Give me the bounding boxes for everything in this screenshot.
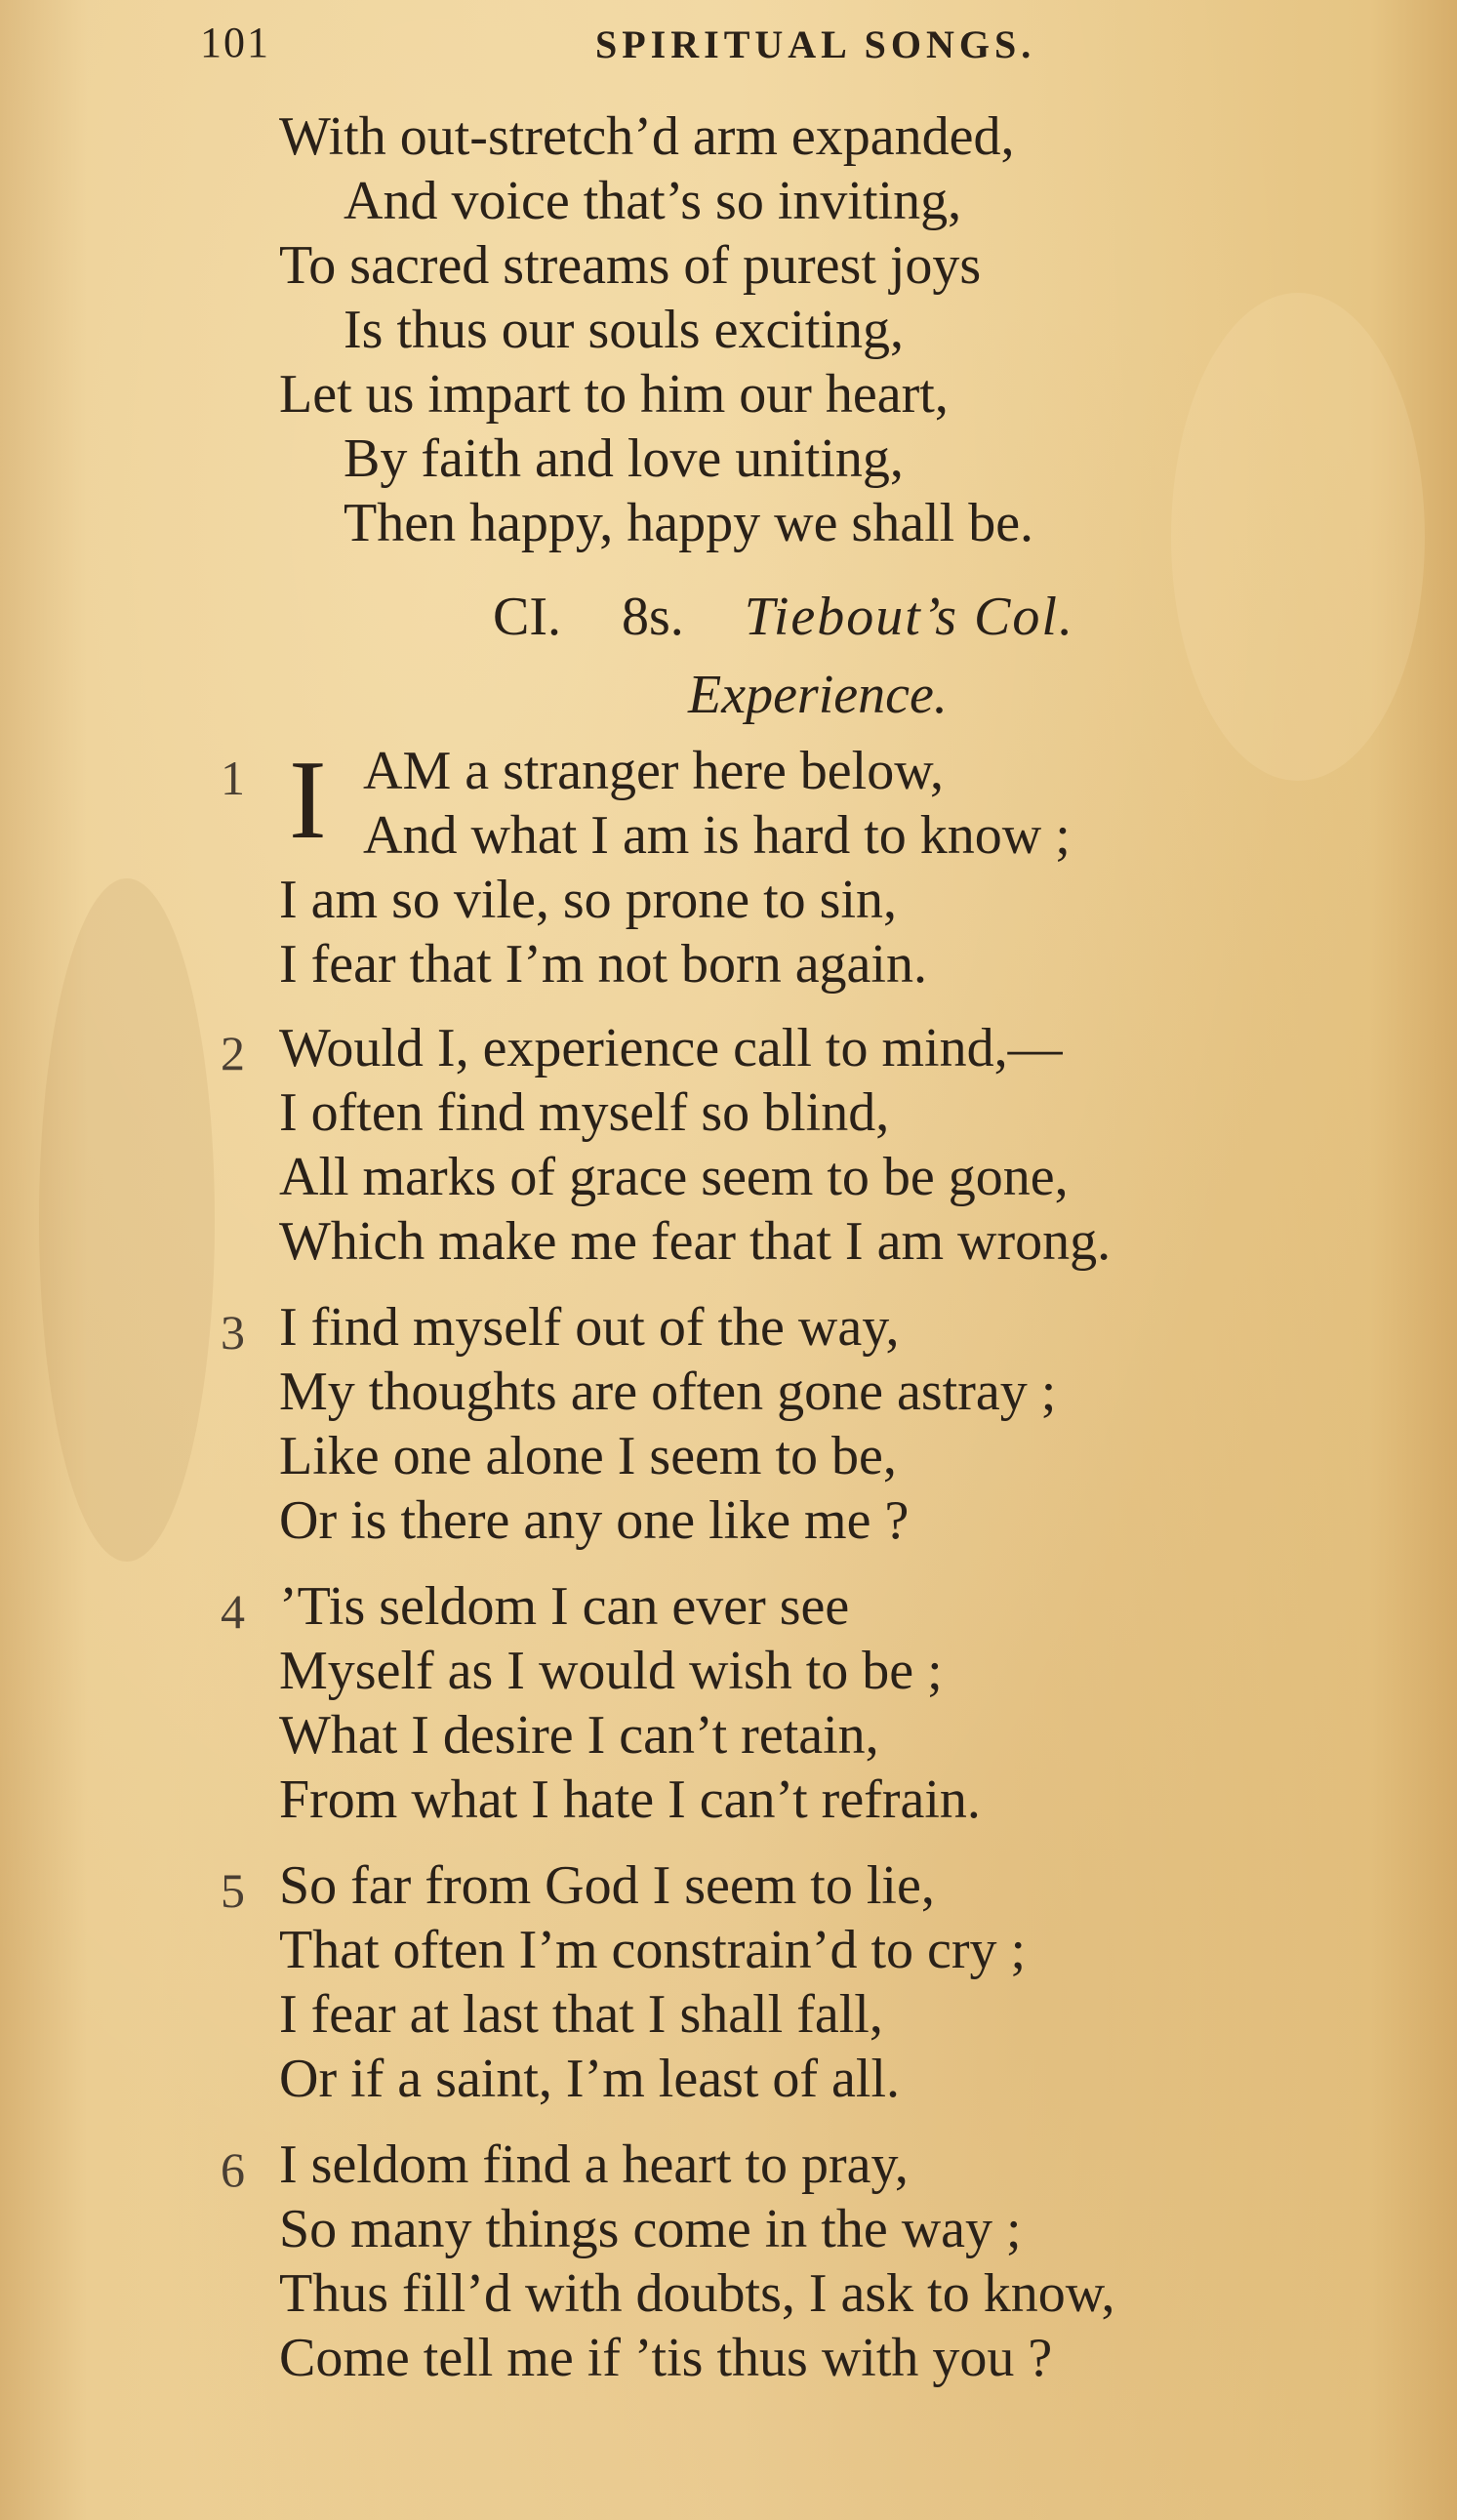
hymn-meter: 8s. — [622, 587, 684, 647]
verse-line: Come tell me if ’tis thus with you ? — [279, 2328, 1053, 2388]
paper-stain — [39, 878, 215, 1562]
verse-number: 1 — [221, 751, 245, 805]
verse-line: So far from God I seem to lie, — [279, 1855, 935, 1916]
verse-line: I seldom find a heart to pray, — [279, 2134, 909, 2195]
page-number: 101 — [200, 19, 270, 66]
verse-line: By faith and love uniting, — [344, 428, 904, 489]
verse-line: And what I am is hard to know ; — [363, 805, 1071, 866]
verse-line: My thoughts are often gone astray ; — [279, 1362, 1057, 1422]
verse-line: So many things come in the way ; — [279, 2199, 1022, 2259]
verse-number: 6 — [221, 2142, 245, 2197]
verse-line: Or if a saint, I’m least of all. — [279, 2049, 901, 2109]
verse-line: Like one alone I seem to be, — [279, 1426, 897, 1486]
verse-line: ’Tis seldom I can ever see — [279, 1576, 850, 1637]
verse-line: Which make me fear that I am wrong. — [279, 1211, 1112, 1272]
verse-line: Would I, experience call to mind,— — [279, 1018, 1063, 1078]
verse-line: Thus fill’d with doubts, I ask to know, — [279, 2263, 1115, 2324]
verse-line: I often find myself so blind, — [279, 1082, 890, 1143]
verse-line: I fear at last that I shall fall, — [279, 1984, 883, 2045]
paper-stain — [1171, 293, 1425, 781]
verse-number: 3 — [221, 1305, 245, 1360]
hymn-subject: Experience. — [688, 665, 948, 725]
hymn-heading — [493, 586, 1121, 648]
verse-number: 4 — [221, 1584, 245, 1639]
verse-line: That often I’m constrain’d to cry ; — [279, 1920, 1027, 1980]
hymn-tune: Tiebout’s Col. — [744, 587, 1074, 647]
verse-line: And voice that’s so inviting, — [344, 171, 962, 231]
running-title: SPIRITUAL SONGS. — [595, 22, 1036, 66]
verse-line: Let us impart to him our heart, — [279, 364, 949, 425]
hymn-number: CI. — [493, 587, 561, 647]
verse-line: Is thus our souls exciting, — [344, 300, 904, 360]
verse-line: From what I hate I can’t refrain. — [279, 1769, 981, 1830]
verse-number: 5 — [221, 1863, 245, 1918]
verse-line: Myself as I would wish to be ; — [279, 1641, 943, 1701]
verse-line: Then happy, happy we shall be. — [344, 493, 1034, 553]
verse-line: To sacred streams of purest joys — [279, 235, 982, 296]
verse-line: I am so vile, so prone to sin, — [279, 870, 898, 930]
verse-line: Or is there any one like me ? — [279, 1490, 910, 1551]
drop-cap: I — [289, 738, 327, 863]
verse-line: AM a stranger here below, — [363, 741, 945, 801]
verse-line: With out-stretch’d arm expanded, — [279, 106, 1015, 167]
verse-number: 2 — [221, 1026, 245, 1080]
running-header — [200, 18, 1137, 76]
verse-line: I find myself out of the way, — [279, 1297, 900, 1358]
verse-line: All marks of grace seem to be gone, — [279, 1147, 1069, 1207]
verse-line: What I desire I can’t retain, — [279, 1705, 879, 1766]
verse-line: I fear that I’m not born again. — [279, 934, 927, 995]
